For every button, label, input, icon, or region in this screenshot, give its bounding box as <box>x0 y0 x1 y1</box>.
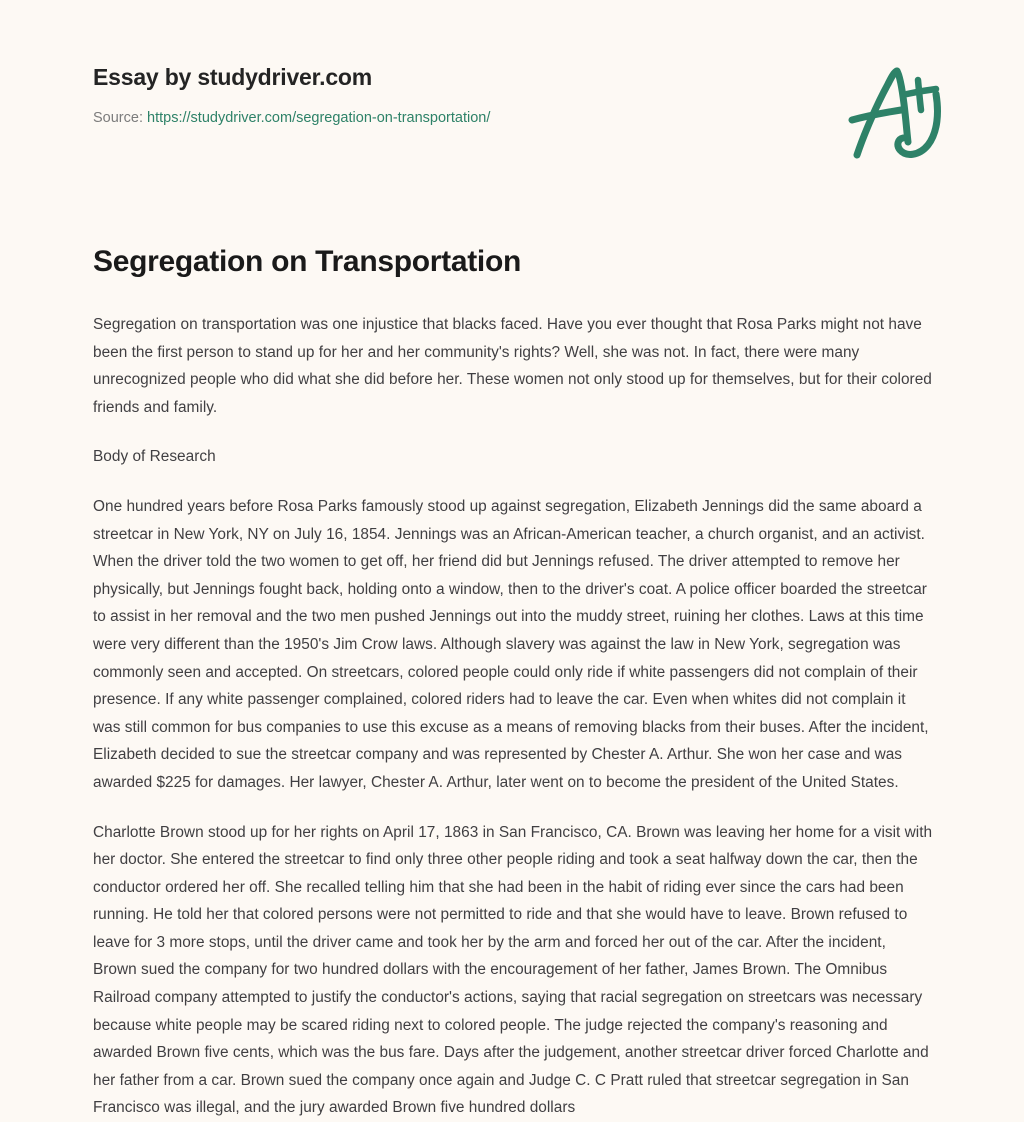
paragraph-elizabeth-jennings: One hundred years before Rosa Parks famously stood up against segregation, Elizabeth Jennings did the same aboard a streetcar in New York, NY on July 16, 1854. Jennings was an African-American teacher, a church organist, and an activist. When the driver told the two women to get off, her friend did but Jennings refused. The driver attempted to remove her physically, but Jennings fought back, holding onto a window, then to the driver's coat. A police officer boarded the streetcar to assist in her removal and the two men pushed Jennings out into the muddy street, ruining her clothes. Laws at this time were very different than the 1950's Jim Crow laws. Although slavery was against the law in New York, segregation was commonly seen and accepted. On streetcars, colored people could only ride if white passengers did not complain of their presence. If any white passenger complained, colored riders had to leave the car. Even when whites did not complain it was still common for bus companies to use this excuse as a means of removing blacks from their buses. After the incident, Elizabeth decided to sue the streetcar company and was represented by Chester A. Arthur. She won her case and was awarded $225 for damages. Her lawyer, Chester A. Arthur, later went on to become the president of the United States. <box>93 493 933 797</box>
source-url-link[interactable]: https://studydriver.com/segregation-on-transportation/ <box>147 110 490 126</box>
source-line <box>93 108 948 128</box>
paragraph-charlotte-brown: Charlotte Brown stood up for her rights on April 17, 1863 in San Francisco, CA. Brown was leaving her home for a visit with her doctor. She entered the streetcar to find only three other people riding and took a seat halfway down the car, then the conductor ordered her off. She recalled telling him that she had been in the habit of riding ever since the cars had been running. He told her that colored persons were not permitted to ride and that she would have to leave. Brown refused to leave for 3 more stops, until the driver came and took her by the arm and forced her out of the car. After the incident, Brown sued the company for two hundred dollars with the encouragement of her father, James Brown. The Omnibus Railroad company attempted to justify the conductor's actions, saying that racial segregation on streetcars was necessary because white people may be scared riding next to colored people. The judge rejected the company's reasoning and awarded Brown five cents, which was the bus fare. Days after the judgement, another streetcar driver forced Charlotte and her father from a car. Brown sued the company once again and Judge C. C Pratt ruled that streetcar segregation in San Francisco was illegal, and the jury awarded Brown five hundred dollars <box>93 819 933 1122</box>
source-label: Source: <box>93 110 143 126</box>
article-body <box>93 243 933 1122</box>
section-heading-body-of-research: Body of Research <box>93 443 933 471</box>
a-plus-logo-icon <box>844 58 948 166</box>
paragraph-intro: Segregation on transportation was one injustice that blacks faced. Have you ever thought that Rosa Parks might not have been the first person to stand up for her and her community's rights? Well, she was not. In fact, there were many unrecognized people who did what she did before her. These women not only stood up for themselves, but for their colored friends and family. <box>93 311 933 421</box>
page-title: Segregation on Transportation <box>93 243 933 281</box>
studydriver-logo[interactable] <box>844 58 948 166</box>
page-header <box>93 62 948 172</box>
brand-title: Essay by studydriver.com <box>93 62 948 92</box>
